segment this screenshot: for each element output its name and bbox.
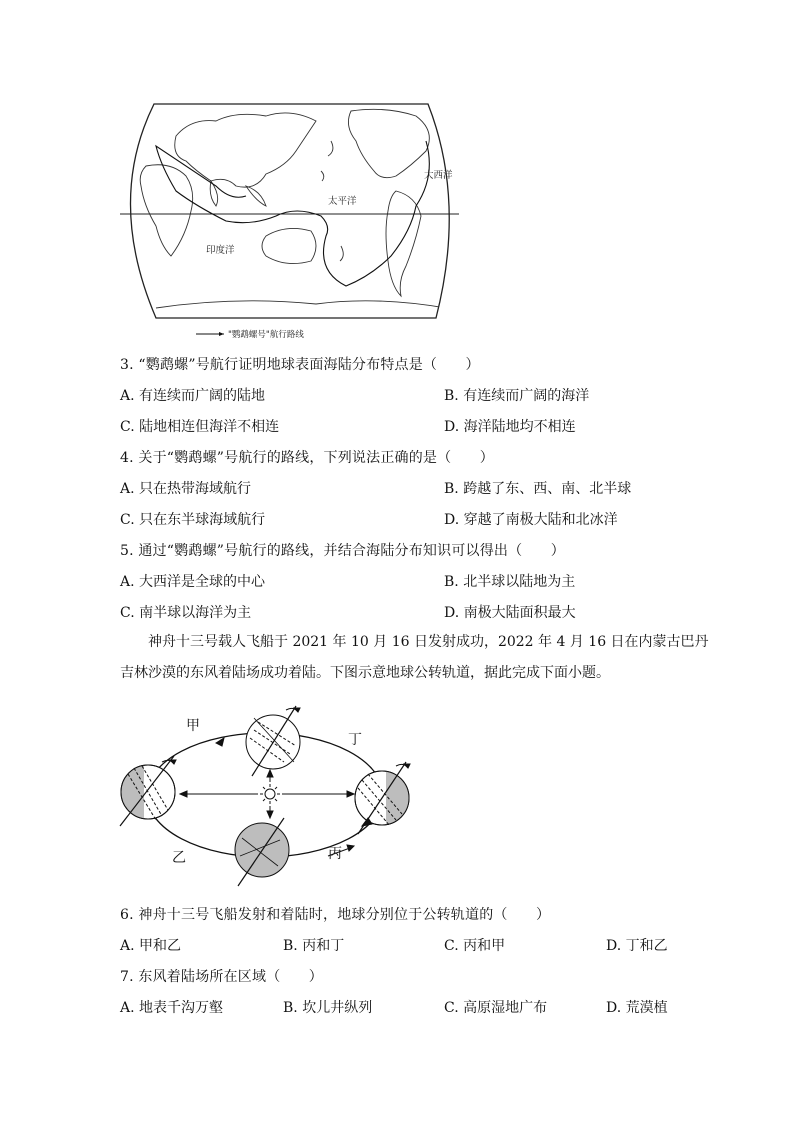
question-7-stem: 7. 东风着陆场所在区域（ ） xyxy=(120,969,324,985)
question-4-option-a[interactable]: A. 只在热带海域航行 xyxy=(120,481,252,497)
question-6-option-a[interactable]: A. 甲和乙 xyxy=(120,938,182,954)
question-6-option-c[interactable]: C. 丙和甲 xyxy=(444,938,506,954)
question-6-stem: 6. 神舟十三号飞船发射和着陆时，地球分别位于公转轨道的（ ） xyxy=(120,907,551,923)
question-3-option-a[interactable]: A. 有连续而广阔的陆地 xyxy=(120,388,266,404)
earth-right xyxy=(355,762,410,834)
label-ding: 丁 xyxy=(348,732,362,748)
question-5-option-c[interactable]: C. 南半球以海洋为主 xyxy=(120,605,252,621)
label-indian: 印度洋 xyxy=(206,245,235,256)
world-map xyxy=(116,96,464,346)
passage-line-2: 吉林沙漠的东风着陆场成功着陆。下图示意地球公转轨道，据此完成下面小题。 xyxy=(120,665,610,681)
legend-text: "鹦鹉螺号"航行路线 xyxy=(228,330,304,340)
earth-left xyxy=(120,756,175,826)
earth-bottom xyxy=(235,818,289,886)
question-6-option-b[interactable]: B. 丙和丁 xyxy=(283,938,345,954)
question-3-option-b[interactable]: B. 有连续而广阔的海洋 xyxy=(444,388,590,404)
question-4-option-c[interactable]: C. 只在东半球海域航行 xyxy=(120,512,266,528)
question-3-stem: 3. “鹦鹉螺”号航行证明地球表面海陆分布特点是（ ） xyxy=(120,357,480,373)
question-4-stem: 4. 关于“鹦鹉螺”号航行的路线，下列说法正确的是（ ） xyxy=(120,450,494,466)
label-yi: 乙 xyxy=(172,850,186,866)
passage-line-1: 神舟十三号载人飞船于 2021 年 10 月 16 日发射成功，2022 年 4 月 16 日在内蒙古巴丹 xyxy=(148,634,709,650)
label-pacific: 太平洋 xyxy=(328,196,357,207)
question-7-option-d[interactable]: D. 荒漠植 xyxy=(606,1000,668,1016)
question-6-option-d[interactable]: D. 丁和乙 xyxy=(606,938,668,954)
orbit-diagram xyxy=(110,700,420,890)
question-5-option-b[interactable]: B. 北半球以陆地为主 xyxy=(444,574,576,590)
label-jia: 甲 xyxy=(186,718,200,734)
question-5-stem: 5. 通过“鹦鹉螺”号航行的路线，并结合海陆分布知识可以得出（ ） xyxy=(120,543,565,559)
question-3-option-c[interactable]: C. 陆地相连但海洋不相连 xyxy=(120,419,280,435)
question-7-option-b[interactable]: B. 坎儿井纵列 xyxy=(283,1000,373,1016)
question-5-option-a[interactable]: A. 大西洋是全球的中心 xyxy=(120,574,266,590)
label-bing: 丙 xyxy=(328,846,342,862)
sun-icon xyxy=(260,784,280,804)
question-4-option-b[interactable]: B. 跨越了东、西、南、北半球 xyxy=(444,481,632,497)
question-5-option-d[interactable]: D. 南极大陆面积最大 xyxy=(444,605,576,621)
question-7-option-c[interactable]: C. 高原湿地广布 xyxy=(444,1000,548,1016)
question-7-option-a[interactable]: A. 地表千沟万壑 xyxy=(120,1000,224,1016)
label-atlantic: 大西洋 xyxy=(424,170,453,181)
question-3-option-d[interactable]: D. 海洋陆地均不相连 xyxy=(444,419,576,435)
question-4-option-d[interactable]: D. 穿越了南极大陆和北冰洋 xyxy=(444,512,618,528)
map-frame xyxy=(130,104,449,318)
earth-top xyxy=(246,706,300,776)
